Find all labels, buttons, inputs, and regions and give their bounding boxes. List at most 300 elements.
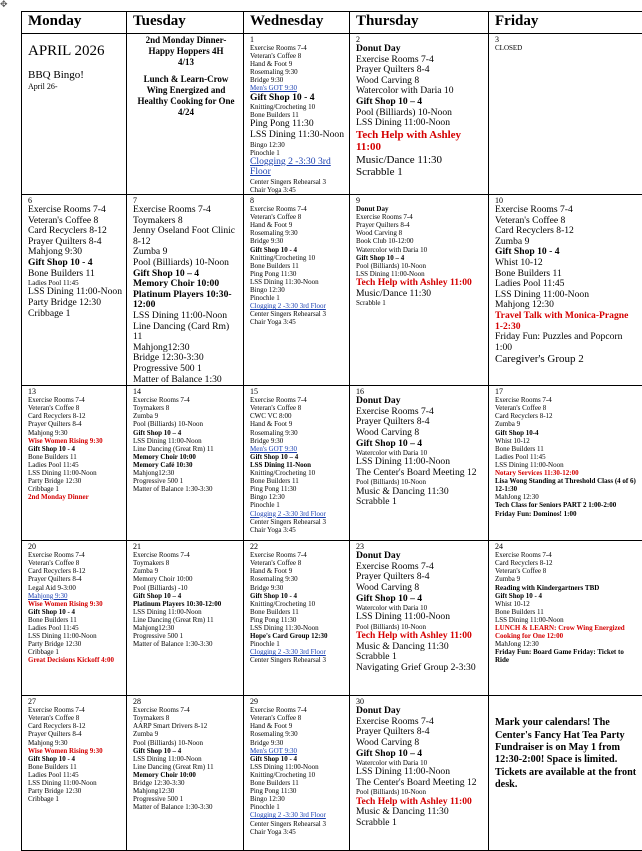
event-line: Exercise Rooms 7-4 (250, 44, 345, 52)
event-line: Zumba 9 (495, 237, 638, 248)
event-line: Scrabble 1 (356, 166, 484, 178)
event-line: Tech Help with Ashley 11:00 (356, 129, 484, 154)
event-line: Pool (Billiards) 10-Noon (356, 108, 484, 119)
calendar-body (22, 34, 642, 851)
day-number: 6 (28, 196, 122, 205)
event-line: Ladies Pool 11:45 (28, 771, 122, 779)
event-line: Card Recyclers 8-12 (28, 412, 122, 420)
event-line: Ladies Pool 11:45 (28, 279, 122, 287)
event-line: The Center's Board Meeting 12 (356, 778, 484, 789)
event-line: Wise Women Rising 9:30 (28, 437, 122, 445)
day-number: 30 (356, 697, 484, 706)
day-number: 27 (28, 697, 122, 706)
event-line: Pool (Billiards) -10 (133, 584, 239, 592)
day-header-friday: Friday (489, 12, 642, 34)
event-line: Exercise Rooms 7-4 (356, 55, 484, 66)
event-line: Veteran's Coffee 8 (28, 714, 122, 722)
day-number: 16 (356, 387, 484, 396)
move-icon[interactable]: ✥ (0, 0, 10, 10)
calendar-table (21, 11, 642, 851)
day-cell[interactable] (127, 386, 244, 541)
event-line: Prayer Quilters 8-4 (356, 727, 484, 738)
event-line: Pinochle 1 (250, 501, 345, 509)
event-line: Matter of Balance 1:30-3:30 (133, 640, 239, 648)
event-line: Bone Builders 11 (28, 763, 122, 771)
event-line: Friday Fun: Board Game Friday: Ticket to Ride (495, 648, 638, 664)
event-line: Veteran's Coffee 8 (250, 213, 345, 221)
event-line: Gift Shop 10 – 4 (356, 254, 484, 262)
event-line: Notary Services 11:30-12:00 (495, 469, 638, 477)
event-line: Zumba 9 (133, 247, 239, 258)
event-line: LSS Dining 11:00-Noon (133, 437, 239, 445)
event-line: Scrabble 1 (356, 299, 484, 307)
event-line: LSS Dining 11:00-Noon (495, 290, 638, 301)
event-line: Gift Shop 10 - 4 (28, 445, 122, 453)
event-line: LSS Dining 11:00-Noon (28, 287, 122, 298)
event-line: LSS Dining 11:00-Noon (133, 311, 239, 322)
event-line: Knitting/Crocheting 10 (250, 771, 345, 779)
day-header-tuesday: Tuesday (127, 12, 244, 34)
event-line: Party Bridge 12:30 (28, 787, 122, 795)
event-line: Tech Class for Seniors PART 2 1:00-2:00 (495, 501, 638, 509)
day-number: 8 (250, 196, 345, 205)
event-line: Progressive 500 1 (133, 477, 239, 485)
event-line: Pinochle 1 (250, 640, 345, 648)
event-line: Bone Builders 11 (28, 453, 122, 461)
event-line: Rosemaling 9:30 (250, 229, 345, 237)
day-cell[interactable] (489, 696, 642, 851)
event-line: Pool (Billiards) 10-Noon (133, 420, 239, 428)
day-number: 14 (133, 387, 239, 396)
event-line: Pool (Billiards) 10-Noon (356, 262, 484, 270)
event-line: LSS Dining 11:00-Noon (356, 118, 484, 129)
event-line: Mahjong12:30 (133, 787, 239, 795)
day-cell[interactable] (350, 34, 489, 195)
event-line: Gift Shop 10 – 4 (133, 269, 239, 280)
event-line: Party Bridge 12:30 (28, 477, 122, 485)
event-line: Great Decisions Kickoff 4:00 (28, 656, 122, 664)
event-line: Bridge 9:30 (250, 739, 345, 747)
event-line: Music & Dancing 11:30 (356, 807, 484, 818)
day-cell[interactable] (127, 541, 244, 696)
event-line: Knitting/Crocheting 10 (250, 469, 345, 477)
event-line: Clogging 2 -3:30 3rd Floor (250, 648, 345, 656)
event-line: Matter of Balance 1:30-3:30 (133, 803, 239, 811)
event-line: Ladies Pool 11:45 (28, 461, 122, 469)
event-line: Exercise Rooms 7-4 (133, 205, 239, 216)
event-line: Bone Builders 11 (250, 262, 345, 270)
event-line: Donut Day (356, 551, 484, 562)
event-line: Wood Carving 8 (356, 428, 484, 439)
event-line: Toymakers 8 (133, 559, 239, 567)
event-line: Card Recyclers 8-12 (495, 412, 638, 420)
day-number: 17 (495, 387, 638, 396)
event-line: Memory Choir 10:00 (133, 771, 239, 779)
event-line: Pool (Billiards) 10-Noon (356, 478, 484, 486)
event-line: Bingo 12:30 (250, 795, 345, 803)
event-line: Center Singers Rehearsal 3 (250, 518, 345, 526)
event-line: Gift Shop 10 – 4 (356, 749, 484, 760)
event-line: BBQ Bingo! (28, 69, 122, 82)
event-line: LSS Dining 11:30-Noon (250, 278, 345, 286)
event-line: Gift Shop 10-4 (495, 429, 638, 437)
day-number: 20 (28, 542, 122, 551)
event-line: Music & Dancing 11:30 (356, 642, 484, 653)
event-line: Memory Café 10:30 (133, 461, 239, 469)
event-line: Exercise Rooms 7-4 (250, 396, 345, 404)
event-line: April 26- (28, 82, 122, 91)
event-line: Progressive 500 1 (133, 795, 239, 803)
event-line: Prayer Quilters 8-4 (28, 575, 122, 583)
event-line: Cribbage 1 (28, 795, 122, 803)
event-line: Ladies Pool 11:45 (495, 453, 638, 461)
event-line: Clogging 2 -3:30 3rd Floor (250, 811, 345, 819)
event-line: Chair Yoga 3:45 (250, 186, 345, 194)
event-line: LSS Dining 11:00-Noon (495, 616, 638, 624)
day-cell[interactable] (22, 386, 127, 541)
day-cell[interactable] (489, 541, 642, 696)
event-line: Hand & Foot 9 (250, 60, 345, 68)
event-line: Watercolor with Daria 10 (356, 86, 484, 97)
event-line: Whist 10-12 (495, 258, 638, 269)
event-line: 4/24 (133, 107, 239, 118)
event-line: LSS Dining 11:30-Noon (250, 624, 345, 632)
event-line: Bingo 12:30 (250, 141, 345, 149)
event-line: Card Recyclers 8-12 (28, 567, 122, 575)
event-line: Donut Day (356, 205, 484, 213)
event-line: Knitting/Crocheting 10 (250, 103, 345, 111)
event-line: Zumba 9 (133, 567, 239, 575)
event-line: Prayer Quilters 8-4 (356, 572, 484, 583)
event-line: LSS Dining 11:00-Noon (250, 763, 345, 771)
event-line: Gift Shop 10 – 4 (133, 429, 239, 437)
event-line: Bingo 12:30 (250, 493, 345, 501)
event-line: Tech Help with Ashley 11:00 (356, 797, 484, 808)
event-line: Exercise Rooms 7-4 (495, 205, 638, 216)
event-line: Exercise Rooms 7-4 (495, 396, 638, 404)
event-line: Gift Shop 10 – 4 (133, 592, 239, 600)
event-line: Exercise Rooms 7-4 (356, 213, 484, 221)
event-line: Mahjong12:30 (133, 624, 239, 632)
event-line: Watercolor with Daria 10 (356, 604, 484, 612)
event-line: Tech Help with Ashley 11:00 (356, 631, 484, 642)
event-line: Bone Builders 11 (495, 445, 638, 453)
event-line: Wise Women Rising 9:30 (28, 747, 122, 755)
event-line: Center Singers Rehearsal 3 (250, 310, 345, 318)
event-line: Bridge 9:30 (250, 437, 345, 445)
event-line: Mahjong 12:30 (495, 300, 638, 311)
event-line: Cribbage 1 (28, 485, 122, 493)
event-line: Prayer Quilters 8-4 (356, 65, 484, 76)
event-line: MahJong 12:30 (495, 640, 638, 648)
event-line: Hand & Foot 9 (250, 420, 345, 428)
day-cell[interactable] (127, 696, 244, 851)
event-line: Wood Carving 8 (356, 76, 484, 87)
event-line: Memory Choir 10:00 (133, 575, 239, 583)
event-line: LSS Dining 11:00-Noon (495, 461, 638, 469)
day-number: 1 (250, 35, 345, 44)
event-line: Bridge 12:30-3:30 (133, 779, 239, 787)
event-line: Progressive 500 1 (133, 364, 239, 375)
event-line: LSS Dining 11:00-Noon (356, 457, 484, 468)
event-line: Bone Builders 11 (495, 269, 638, 280)
event-line: Pinochle 1 (250, 803, 345, 811)
event-line: Matter of Balance 1:30 (133, 375, 239, 386)
event-line: Watercolor with Daria 10 (356, 759, 484, 767)
event-line: Toymakers 8 (133, 216, 239, 227)
event-line: Ping Pong 11:30 (250, 787, 345, 795)
event-line: Ping Pong 11:30 (250, 485, 345, 493)
event-line: Bone Builders 11 (28, 269, 122, 280)
event-line: Wood Carving 8 (356, 229, 484, 237)
event-line: Hand & Foot 9 (250, 221, 345, 229)
day-cell[interactable] (244, 195, 350, 386)
event-line: MahJong 12:30 (495, 493, 638, 501)
event-line: Music/Dance 11:30 (356, 289, 484, 300)
day-number: 29 (250, 697, 345, 706)
event-line: Scrabble 1 (356, 818, 484, 829)
calendar-header-row (22, 12, 642, 34)
event-line: Music & Dancing 11:30 (356, 487, 484, 498)
event-line: Friday Fun: Puzzles and Popcorn 1:00 (495, 332, 638, 353)
day-number: 2 (356, 35, 484, 44)
event-line: Scrabble 1 (356, 652, 484, 663)
event-line: Toymakers 8 (133, 714, 239, 722)
event-line: Toymakers 8 (133, 404, 239, 412)
event-line: Bridge 12:30-3:30 (133, 353, 239, 364)
event-line: Line Dancing (Great Rm) 11 (133, 763, 239, 771)
event-line: Bone Builders 11 (495, 608, 638, 616)
event-line: Cribbage 1 (28, 309, 122, 320)
day-cell[interactable] (127, 34, 244, 195)
day-header-thursday: Thursday (350, 12, 489, 34)
event-line: Legal Aid 9-3:00 (28, 584, 122, 592)
event-line: Zumba 9 (495, 420, 638, 428)
event-line: Center Singers Rehearsal 3 (250, 178, 345, 186)
event-line: LSS Dining 11:00-Noon (356, 270, 484, 278)
week-row (22, 541, 642, 696)
event-line: Exercise Rooms 7-4 (133, 396, 239, 404)
event-line: APRIL 2026 (28, 41, 122, 61)
event-line: Gift Shop 10 – 4 (250, 453, 345, 461)
event-line: Party Bridge 12:30 (28, 640, 122, 648)
event-line: Platinum Players 10:30-12:00 (133, 600, 239, 608)
event-line: Ladies Pool 11:45 (495, 279, 638, 290)
event-line: Wood Carving 8 (356, 738, 484, 749)
event-line: Gift Shop 10 - 4 (28, 755, 122, 763)
event-line: Line Dancing (Great Rm) 11 (133, 616, 239, 624)
event-line: 4/13 (133, 57, 239, 68)
event-line: Exercise Rooms 7-4 (133, 706, 239, 714)
day-number: 9 (356, 196, 484, 205)
day-cell[interactable] (350, 696, 489, 851)
event-line: Bone Builders 11 (250, 608, 345, 616)
event-line: LSS Dining 11-Noon (250, 461, 345, 469)
event-line: Knitting/Crocheting 10 (250, 254, 345, 262)
event-line: Mahjong 9:30 (28, 247, 122, 258)
event-line: Gift Shop 10 – 4 (356, 97, 484, 108)
day-header-monday: Monday (22, 12, 127, 34)
event-line: Travel Talk with Monica-Pragne 1-2:30 (495, 311, 638, 332)
day-number: 22 (250, 542, 345, 551)
event-line: Bone Builders 11 (250, 779, 345, 787)
event-line: Hand & Foot 9 (250, 567, 345, 575)
event-line: Exercise Rooms 7-4 (356, 717, 484, 728)
event-line: Mahjong 9:30 (28, 592, 122, 600)
event-line: LSS Dining 11:00-Noon (133, 755, 239, 763)
event-line: Party Bridge 12:30 (28, 298, 122, 309)
event-line: Progressive 500 1 (133, 632, 239, 640)
event-line: Men's GOT 9:30 (250, 84, 345, 92)
event-line: Watercolor with Daria 10 (356, 449, 484, 457)
day-cell[interactable] (350, 386, 489, 541)
day-cell[interactable] (244, 696, 350, 851)
event-line: LSS Dining 11:30-Noon (250, 130, 345, 141)
day-number: 15 (250, 387, 345, 396)
event-line: Men's GOT 9:30 (250, 747, 345, 755)
event-line: Rosemaling 9:30 (250, 575, 345, 583)
day-cell[interactable] (244, 541, 350, 696)
event-line: Caregiver's Group 2 (495, 353, 638, 365)
event-line: Gift Shop 10 - 4 (250, 246, 345, 254)
day-cell[interactable] (22, 541, 127, 696)
event-line: Men's GOT 9:30 (250, 445, 345, 453)
day-number: 28 (133, 697, 239, 706)
event-line: Matter of Balance 1:30-3:30 (133, 485, 239, 493)
day-cell[interactable] (22, 195, 127, 386)
event-line: Bridge 9:30 (250, 237, 345, 245)
day-cell[interactable] (127, 195, 244, 386)
event-line: Rosemaling 9:30 (250, 68, 345, 76)
event-line: Gift Shop 10 - 4 (250, 93, 345, 104)
day-number: 13 (28, 387, 122, 396)
event-line: Pinochle 1 (250, 294, 345, 302)
day-cell[interactable] (350, 541, 489, 696)
day-cell[interactable] (489, 386, 642, 541)
event-line: Mahjong12:30 (133, 469, 239, 477)
event-line: Lisa Wong Standing at Threshold Class (4 of 6) 12-1:30 (495, 477, 638, 493)
event-line: Tech Help with Ashley 11:00 (356, 278, 484, 289)
event-line: Lunch & Learn-Crow Wing Energized and Healthy Cooking for One (133, 74, 239, 107)
event-line: Veteran's Coffee 8 (28, 559, 122, 567)
event-line: Whist 10-12 (495, 437, 638, 445)
event-line: Exercise Rooms 7-4 (250, 551, 345, 559)
event-line: Hand & Foot 9 (250, 722, 345, 730)
event-line: Center Singers Rehearsal 3 (250, 656, 345, 664)
day-cell[interactable] (22, 34, 127, 195)
event-line: Navigating Grief Group 2-3:30 (356, 663, 484, 674)
event-line: Exercise Rooms 7-4 (356, 407, 484, 418)
event-line: Music/Dance 11:30 (356, 154, 484, 166)
event-line: Pool (Billiards) 10-Noon (133, 258, 239, 269)
event-line: CWC VC 8:00 (250, 412, 345, 420)
event-line: Exercise Rooms 7-4 (28, 706, 122, 714)
event-line: Clogging 2 -3:30 3rd Floor (250, 302, 345, 310)
event-line: Reading with Kindergartners TBD (495, 584, 638, 592)
event-line: Clogging 2 -3:30 3rd Floor (250, 157, 345, 178)
event-line: Card Recyclers 8-12 (495, 226, 638, 237)
day-number: 24 (495, 542, 638, 551)
event-line: Friday Fun: Dominos! 1:00 (495, 510, 638, 518)
event-line: Cribbage 1 (28, 648, 122, 656)
event-line: Ping Pong 11:30 (250, 270, 345, 278)
week-row (22, 195, 642, 386)
day-cell[interactable] (489, 195, 642, 386)
event-line: Hope's Card Group 12:30 (250, 632, 345, 640)
event-line: Line Dancing (Card Rm) 11 (133, 322, 239, 343)
event-line: Card Recyclers 8-12 (28, 722, 122, 730)
day-cell[interactable] (350, 195, 489, 386)
event-line: LSS Dining 11:00-Noon (28, 632, 122, 640)
day-number: 10 (495, 196, 638, 205)
event-line: Bridge 9:30 (250, 584, 345, 592)
event-line: Veteran's Coffee 8 (250, 52, 345, 60)
event-line: Memory Choir 10:00 (133, 453, 239, 461)
event-line: Veteran's Coffee 8 (495, 567, 638, 575)
event-line: Bone Builders 11 (250, 111, 345, 119)
event-line: LSS Dining 11:00-Noon (133, 608, 239, 616)
event-line: Knitting/Crocheting 10 (250, 600, 345, 608)
event-line: Pool (Billiards) 10-Noon (356, 788, 484, 796)
day-cell[interactable] (244, 386, 350, 541)
event-line: Gift Shop 10 - 4 (495, 592, 638, 600)
event-line: Card Recyclers 8-12 (28, 226, 122, 237)
event-line: Prayer Quilters 8-4 (28, 237, 122, 248)
event-line: Exercise Rooms 7-4 (250, 205, 345, 213)
event-line: Ping Pong 11:30 (250, 616, 345, 624)
event-line: Memory Choir 10:00 (133, 279, 239, 290)
event-line: Wise Women Rising 9:30 (28, 600, 122, 608)
event-line: Rosemaling 9:30 (250, 730, 345, 738)
event-line: Mahjong12:30 (133, 343, 239, 354)
day-cell[interactable] (244, 34, 350, 195)
event-line: Zumba 9 (133, 412, 239, 420)
event-line: Exercise Rooms 7-4 (495, 551, 638, 559)
event-line: Bridge 9:30 (250, 76, 345, 84)
event-line: Exercise Rooms 7-4 (133, 551, 239, 559)
event-line: Ladies Pool 11:45 (28, 624, 122, 632)
event-line: Bingo 12:30 (250, 286, 345, 294)
event-line: Zumba 9 (495, 575, 638, 583)
event-line: Exercise Rooms 7-4 (28, 551, 122, 559)
week-row (22, 386, 642, 541)
event-line: Exercise Rooms 7-4 (250, 706, 345, 714)
day-header-wednesday: Wednesday (244, 12, 350, 34)
event-line: Mark your calendars! The Center's Fancy Hat Tea Party Fundraiser is on May 1 from 12:30-2:00! Space is limited. Tickets are available at the front desk. (495, 717, 638, 791)
event-line: Pool (Billiards) 10-Noon (133, 739, 239, 747)
event-line: 2nd Monday Dinner (28, 493, 122, 501)
event-line: Ping Pong 11:30 (250, 119, 345, 130)
week-row (22, 696, 642, 851)
day-number: 3 (495, 35, 638, 44)
event-line: Gift Shop 10 – 4 (356, 594, 484, 605)
event-line: Wood Carving 8 (356, 583, 484, 594)
event-line: Veteran's Coffee 8 (250, 714, 345, 722)
day-cell[interactable] (22, 696, 127, 851)
event-line: Donut Day (356, 396, 484, 407)
event-line: Gift Shop 10 - 4 (28, 258, 122, 269)
day-number: 21 (133, 542, 239, 551)
event-line: Prayer Quilters 8-4 (356, 221, 484, 229)
event-line: Gift Shop 10 - 4 (495, 247, 638, 258)
event-line: Prayer Quilters 8-4 (356, 417, 484, 428)
event-line: Veteran's Coffee 8 (250, 559, 345, 567)
event-line: LSS Dining 11:00-Noon (28, 779, 122, 787)
day-cell[interactable] (489, 34, 642, 195)
event-line: Gift Shop 10 - 4 (250, 592, 345, 600)
event-line: Veteran's Coffee 8 (495, 404, 638, 412)
event-line: Veteran's Coffee 8 (495, 216, 638, 227)
